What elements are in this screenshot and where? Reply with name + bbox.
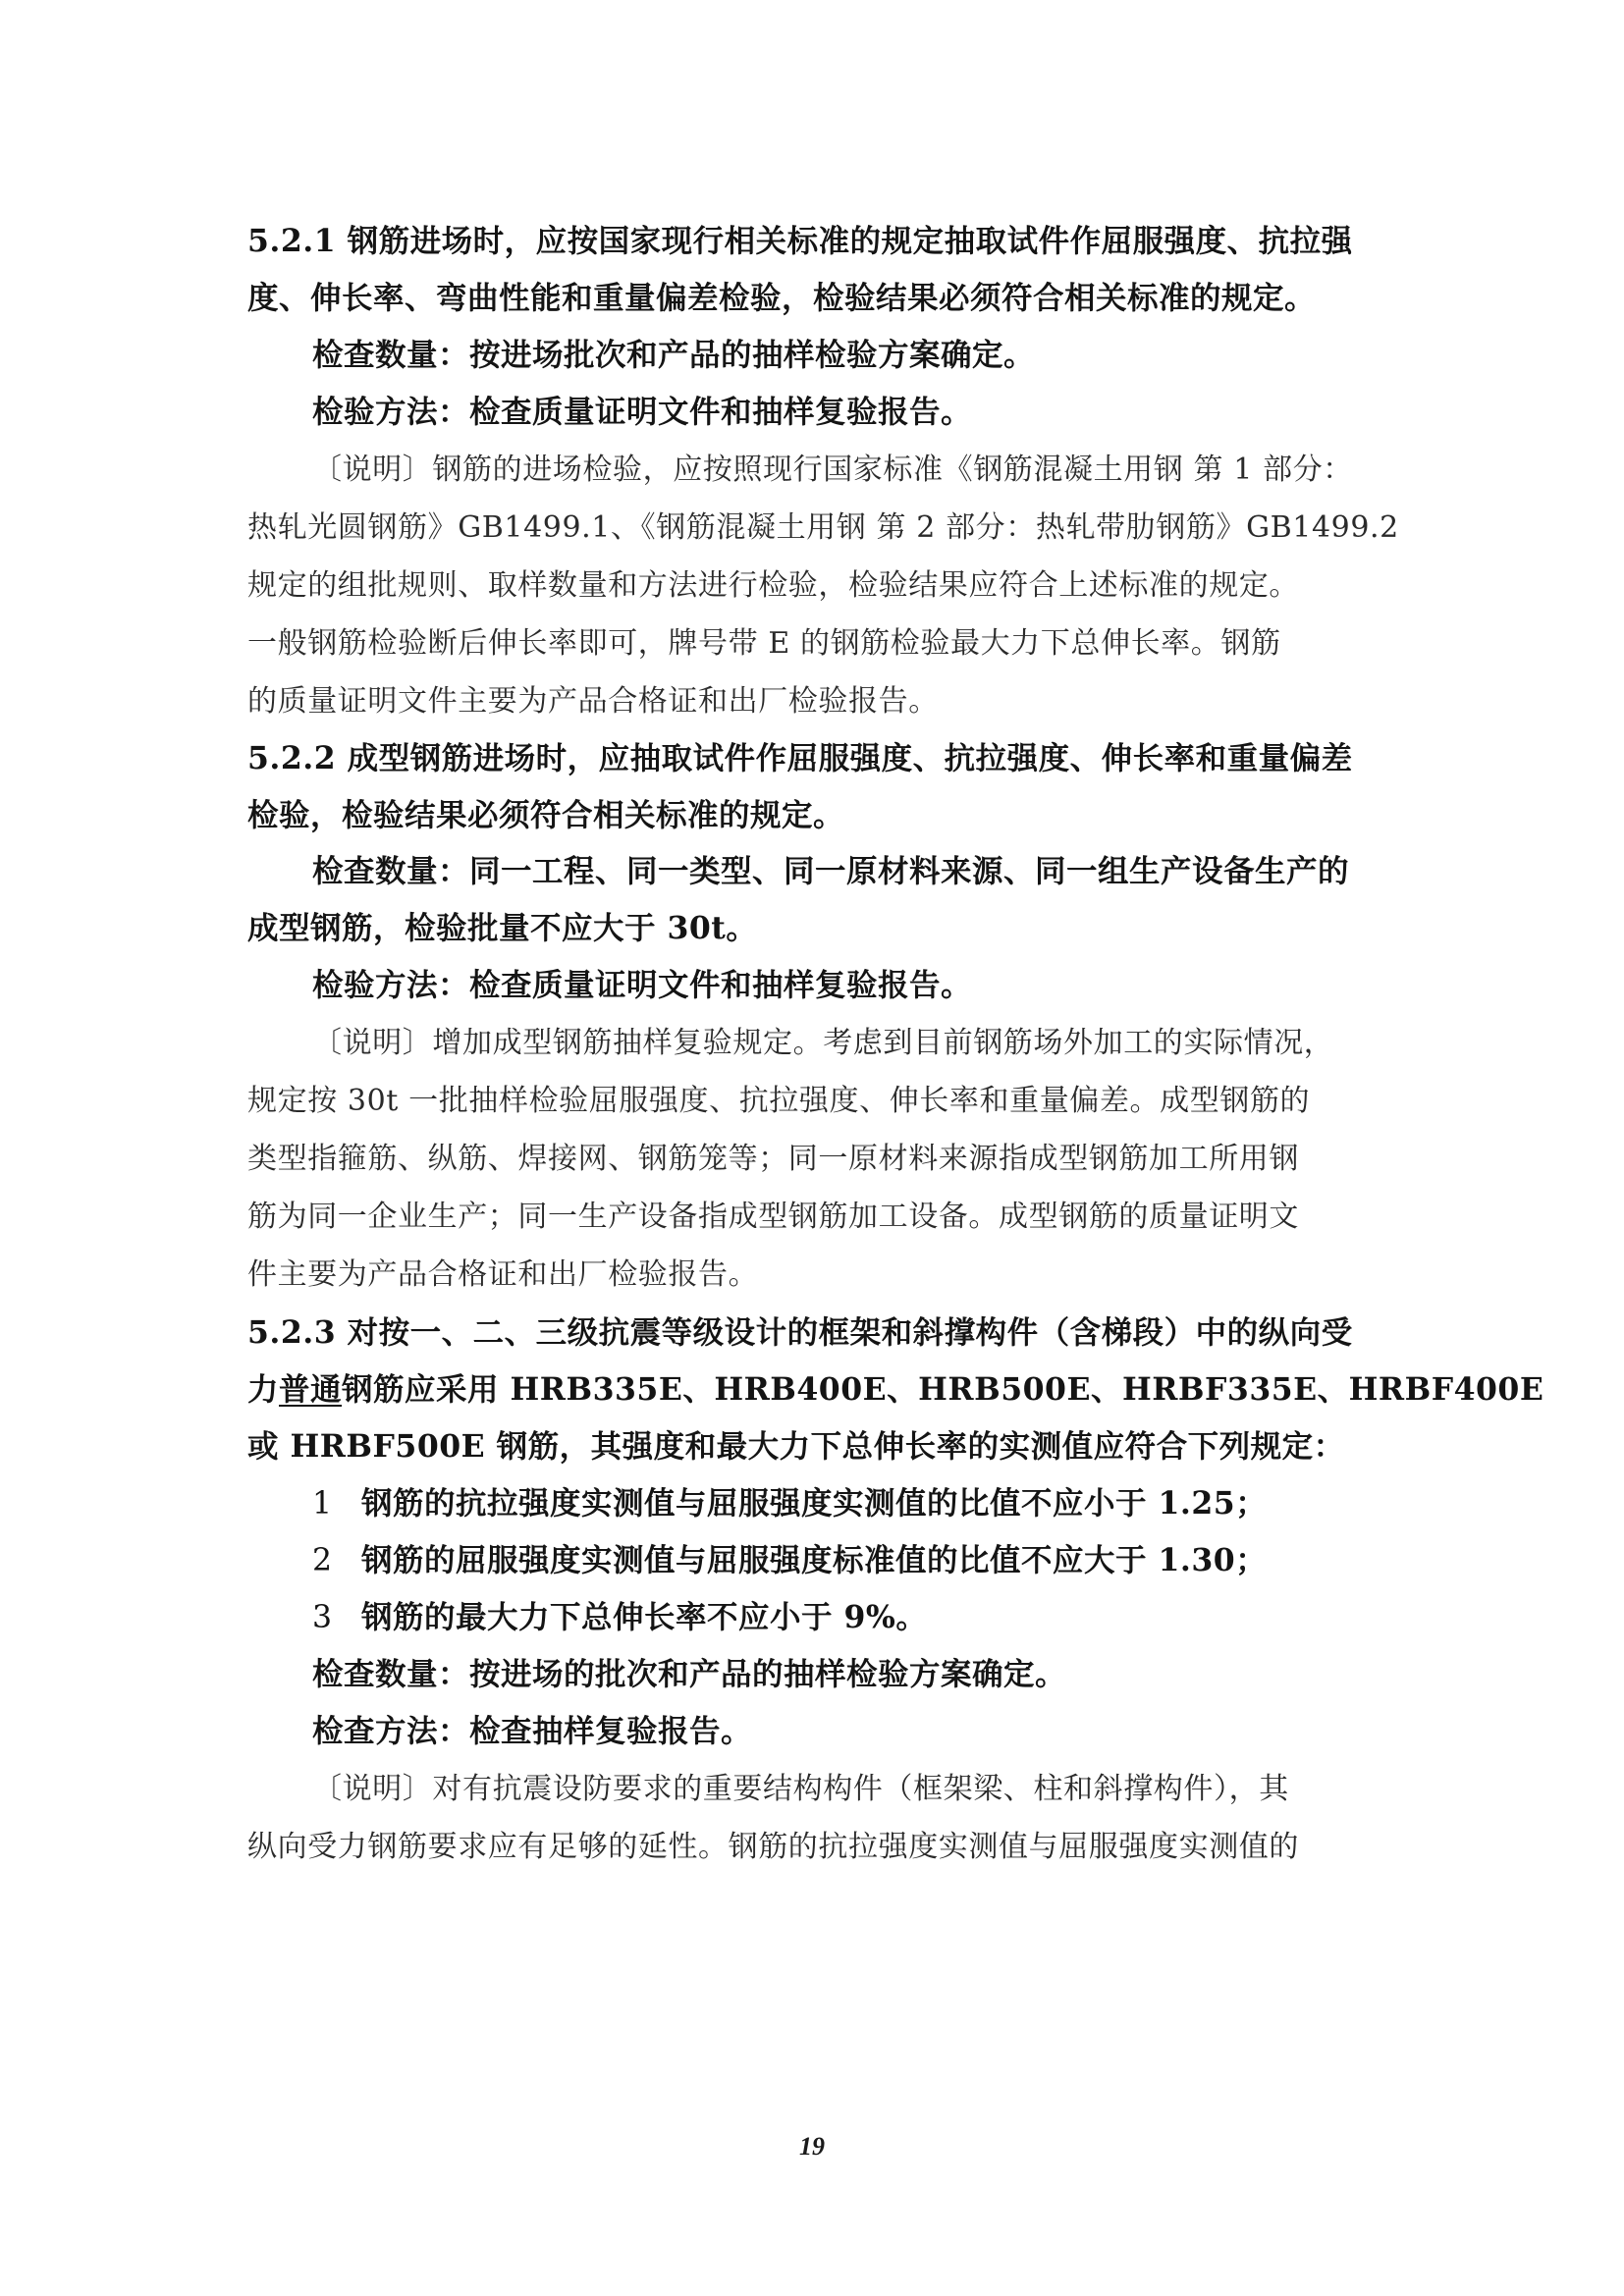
clause-5-2-2-line-2: 检验，检验结果必须符合相关标准的规定。 bbox=[247, 797, 845, 833]
list-item-number: 2 bbox=[312, 1543, 333, 1578]
clause-number: 5.2.1 bbox=[247, 223, 337, 259]
list-item-number: 1 bbox=[312, 1486, 333, 1522]
explanation-line: 一般钢筋检验断后伸长率即可，牌号带 E 的钢筋检验最大力下总伸长率。钢筋 bbox=[247, 626, 1281, 661]
explanation-line: 〔说明〕钢筋的进场检验，应按照现行国家标准《钢筋混凝土用钢 第 1 部分： bbox=[312, 453, 1353, 487]
clause-number: 5.2.3 bbox=[247, 1314, 337, 1351]
underlined-text: 普通 bbox=[279, 1371, 343, 1408]
clause-text: 成型钢筋进场时，应抽取试件作屈服强度、抗拉强度、伸长率和重量偏差 bbox=[347, 740, 1353, 776]
clause-5-2-3-line-1 bbox=[247, 1314, 1353, 1351]
list-item bbox=[312, 1599, 928, 1635]
inspection-quantity: 检查数量：按进场批次和产品的抽样检验方案确定。 bbox=[312, 337, 1036, 373]
list-item-text: 钢筋的最大力下总伸长率不应小于 9%。 bbox=[361, 1599, 928, 1635]
explanation-line: 〔说明〕增加成型钢筋抽样复验规定。考虑到目前钢筋场外加工的实际情况， bbox=[312, 1026, 1334, 1060]
explanation-line: 规定按 30t 一批抽样检验屈服强度、抗拉强度、伸长率和重量偏差。成型钢筋的 bbox=[247, 1084, 1311, 1118]
clause-5-2-1-line-2: 度、伸长率、弯曲性能和重量偏差检验，检验结果必须符合相关标准的规定。 bbox=[247, 280, 1317, 316]
inspection-method: 检验方法：检查质量证明文件和抽样复验报告。 bbox=[312, 394, 973, 430]
explanation-line: 的质量证明文件主要为产品合格证和出厂检验报告。 bbox=[247, 684, 939, 719]
inspection-quantity: 检查数量：按进场的批次和产品的抽样检验方案确定。 bbox=[312, 1656, 1067, 1692]
explanation-line: 热轧光圆钢筋》GB1499.1、《钢筋混凝土用钢 第 2 部分：热轧带肋钢筋》GB1499.2 bbox=[247, 510, 1399, 545]
clause-5-2-2-line-1 bbox=[247, 740, 1353, 776]
clause-text: 力 bbox=[247, 1371, 280, 1408]
list-item-text: 钢筋的屈服强度实测值与屈服强度标准值的比值不应大于 1.30； bbox=[361, 1542, 1268, 1578]
list-item-text: 钢筋的抗拉强度实测值与屈服强度实测值的比值不应小于 1.25； bbox=[361, 1485, 1268, 1522]
explanation-line: 规定的组批规则、取样数量和方法进行检验，检验结果应符合上述标准的规定。 bbox=[247, 568, 1299, 603]
clause-5-2-3-line-3: 或 HRBF500E 钢筋，其强度和最大力下总伸长率的实测值应符合下列规定： bbox=[247, 1428, 1345, 1465]
explanation-line: 纵向受力钢筋要求应有足够的延性。钢筋的抗拉强度实测值与屈服强度实测值的 bbox=[247, 1830, 1299, 1864]
clause-5-2-1-line-1 bbox=[247, 223, 1353, 259]
list-item bbox=[312, 1542, 1268, 1578]
explanation-line: 件主要为产品合格证和出厂检验报告。 bbox=[247, 1257, 759, 1292]
inspection-method: 检查方法：检查抽样复验报告。 bbox=[312, 1713, 753, 1749]
explanation-line: 〔说明〕对有抗震设防要求的重要结构构件（框架梁、柱和斜撑构件），其 bbox=[312, 1772, 1289, 1806]
explanation-line: 筋为同一企业生产；同一生产设备指成型钢筋加工设备。成型钢筋的质量证明文 bbox=[247, 1200, 1299, 1234]
list-item bbox=[312, 1485, 1268, 1522]
clause-text: 对按一、二、三级抗震等级设计的框架和斜撑构件（含梯段）中的纵向受 bbox=[347, 1314, 1353, 1351]
page-number: 19 bbox=[799, 2132, 825, 2161]
explanation-line: 类型指箍筋、纵筋、焊接网、钢筋笼等；同一原材料来源指成型钢筋加工所用钢 bbox=[247, 1142, 1299, 1176]
clause-text: 钢筋进场时，应按国家现行相关标准的规定抽取试件作屈服强度、抗拉强 bbox=[347, 223, 1353, 259]
inspection-quantity-cont: 成型钢筋，检验批量不应大于 30t。 bbox=[247, 910, 758, 946]
clause-number: 5.2.2 bbox=[247, 740, 337, 776]
inspection-method: 检验方法：检查质量证明文件和抽样复验报告。 bbox=[312, 967, 973, 1003]
list-item-number: 3 bbox=[312, 1600, 333, 1635]
clause-5-2-3-line-2 bbox=[247, 1371, 1544, 1408]
inspection-quantity: 检查数量：同一工程、同一类型、同一原材料来源、同一组生产设备生产的 bbox=[312, 853, 1350, 889]
clause-text: 钢筋应采用 HRB335E、HRB400E、HRB500E、HRBF335E、HRBF400E bbox=[342, 1371, 1544, 1408]
